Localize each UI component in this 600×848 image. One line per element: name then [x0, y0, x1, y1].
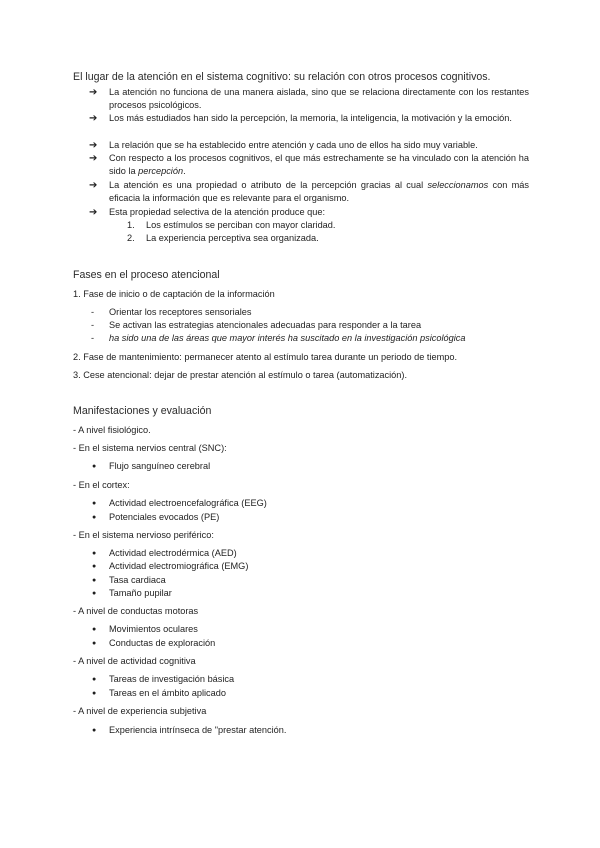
bullet-list-item: ● Potenciales evocados (PE)	[92, 512, 220, 522]
bullet-list-item: ● Tareas de investigación básica	[92, 674, 235, 684]
phase-3: 3. Cese atencional: dejar de prestar atención al estímulo o tarea (automatización).	[73, 370, 407, 380]
bullet-icon: ●	[92, 563, 97, 570]
dash-list-item: - Se activan las estrategias atencionales adecuadas para responder a la tarea	[91, 320, 422, 330]
bullet-list-item: ● Conductas de exploración	[92, 638, 216, 648]
bullet-icon: ●	[92, 550, 97, 557]
bullet-icon: ●	[92, 514, 97, 521]
phase-2: 2. Fase de mantenimiento: permanecer atento al estímulo tarea durante un periodo de tiempo.	[73, 352, 458, 362]
arrow-list-item: ➔ La atención no funciona de una manera aislada, sino que se relaciona directamente con los restantes procesos psicológicos.	[89, 87, 529, 111]
arrow-list-item: ➔ La relación que se ha establecido entre atención y cada uno de ellos ha sido muy variable.	[89, 140, 478, 151]
section-heading-phases: Fases en el proceso atencional	[73, 269, 220, 281]
bullet-icon: ●	[92, 590, 97, 597]
bullet-icon: ●	[92, 727, 97, 734]
phase-1: 1. Fase de inicio o de captación de la información	[73, 289, 275, 299]
level-peripheral: - En el sistema nervioso periférico:	[73, 530, 214, 540]
bullet-icon: ●	[92, 676, 97, 683]
arrow-icon: ➔	[89, 153, 98, 164]
level-motor: - A nivel de conductas motoras	[73, 606, 199, 616]
numbered-list-item: 2. La experiencia perceptiva sea organizada.	[127, 233, 319, 243]
level-physiological: - A nivel fisiológico.	[73, 425, 151, 435]
arrow-icon: ➔	[89, 113, 98, 124]
level-subjective: - A nivel de experiencia subjetiva	[73, 706, 207, 716]
arrow-icon: ➔	[89, 207, 98, 218]
bullet-icon: ●	[92, 463, 97, 470]
numbered-list-item: 1. Los estímulos se perciban con mayor claridad.	[127, 220, 336, 230]
bullet-list-item: ● Tareas en el ámbito aplicado	[92, 688, 226, 698]
arrow-list-item: ➔ La atención es una propiedad o atributo de la percepción gracias al cual seleccionamos con más eficacia la información que es relevante para el organismo.	[89, 180, 530, 204]
dash-list-item: - Orientar los receptores sensoriales	[91, 307, 252, 317]
arrow-list-item: ➔ Los más estudiados han sido la percepción, la memoria, la inteligencia, la motivación y la emoción.	[89, 113, 512, 124]
arrow-list-item: ➔ Esta propiedad selectiva de la atención produce que:	[89, 207, 326, 218]
level-snc: - En el sistema nervios central (SNC):	[73, 443, 227, 453]
bullet-list-item: ● Movimientos oculares	[92, 624, 198, 634]
bullet-list-item: ● Actividad electrodérmica (AED)	[92, 548, 237, 558]
dash-list-item: - ha sido una de las áreas que mayor interés ha suscitado en la investigación psicológica	[91, 333, 466, 343]
arrow-icon: ➔	[89, 140, 98, 151]
section-heading-attention-place: El lugar de la atención en el sistema cognitivo: su relación con otros procesos cognitivos.	[73, 71, 491, 83]
level-cognitive: - A nivel de actividad cognitiva	[73, 656, 196, 666]
bullet-list-item: ● Tasa cardiaca	[92, 575, 166, 585]
bullet-icon: ●	[92, 690, 97, 697]
bullet-list-item: ● Actividad electromiográfica (EMG)	[92, 561, 249, 571]
arrow-icon: ➔	[89, 180, 98, 191]
bullet-icon: ●	[92, 577, 97, 584]
level-cortex: - En el cortex:	[73, 480, 130, 490]
arrow-icon: ➔	[89, 87, 98, 98]
bullet-icon: ●	[92, 640, 97, 647]
bullet-icon: ●	[92, 626, 97, 633]
bullet-list-item: ● Experiencia intrínseca de "prestar atención.	[92, 725, 287, 735]
bullet-list-item: ● Tamaño pupilar	[92, 588, 172, 598]
section-heading-manifestations: Manifestaciones y evaluación	[73, 405, 212, 417]
bullet-icon: ●	[92, 500, 97, 507]
arrow-list-item: ➔ Con respecto a los procesos cognitivos, el que más estrechamente se ha vinculado con la atención ha sido la percepción.	[89, 153, 529, 177]
bullet-list-item: ● Flujo sanguíneo cerebral	[92, 461, 211, 471]
bullet-list-item: ● Actividad electroencefalográfica (EEG)	[92, 498, 267, 508]
